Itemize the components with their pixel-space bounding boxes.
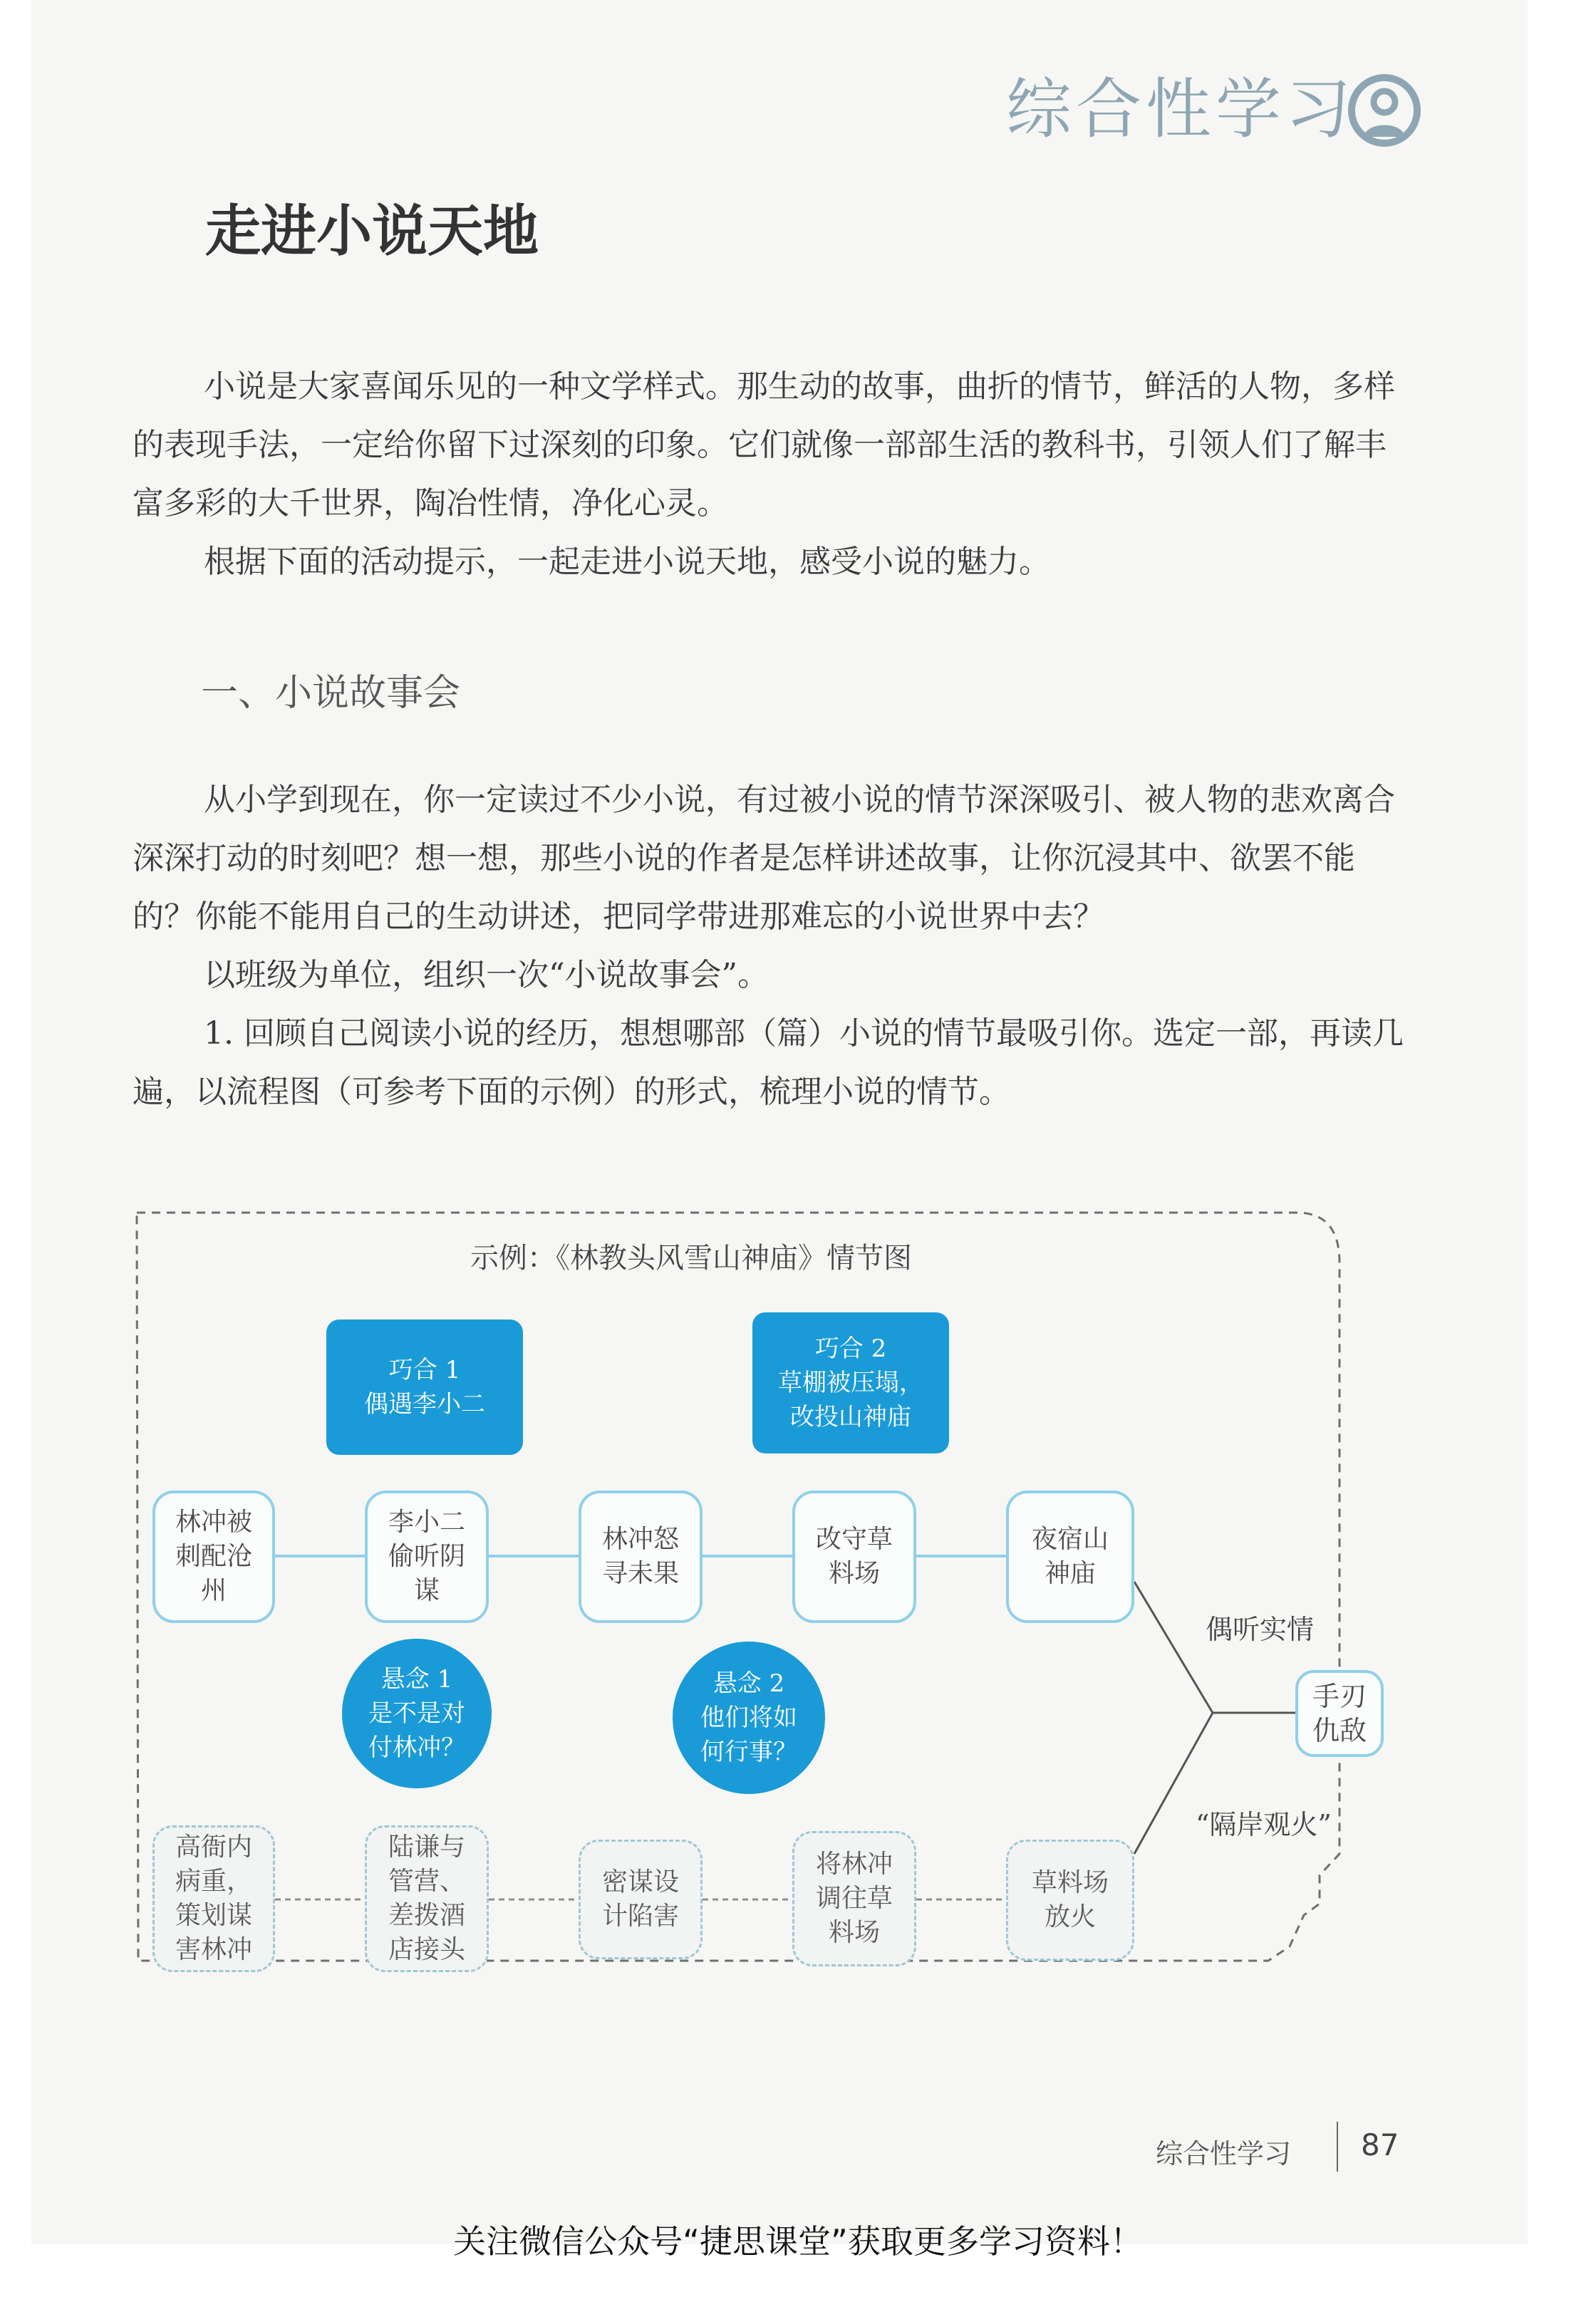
hidden-event-node: 陆谦与 管营、 差拨酒 店接头 [365, 1825, 489, 1972]
coincidence-node: 巧合 1 偶遇李小二 [326, 1320, 523, 1455]
section-heading: 一、小说故事会 [201, 672, 461, 715]
final-event-node: 手刃 仇敌 [1295, 1670, 1384, 1757]
event-node: 李小二 偷听阴 谋 [365, 1491, 489, 1623]
coincidence-node: 巧合 2 草棚被压塌， 改投山神庙 [752, 1312, 949, 1453]
event-node: 林冲怒 寻未果 [579, 1491, 703, 1623]
suspense-node: 悬念 1 是不是对 付林冲？ [342, 1639, 492, 1788]
event-node: 夜宿山 神庙 [1006, 1491, 1134, 1623]
watermark-text: 关注微信公众号“捷思课堂”获取更多学习资料！ [453, 2222, 1143, 2261]
page-number: 87 [1361, 2127, 1399, 2162]
section-text [133, 771, 1415, 1121]
section-paragraph: 从小学到现在，你一定读过不少小说，有过被小说的情节深深吸引、被人物的悲欢离合深深打动的时刻吧？想一想，那些小说的作者是怎样讲述故事，让你沉浸其中、欲罢不能的？你能不能用自己的生动讲述，把同学带进那难忘的小说世界中去？ [133, 782, 1395, 935]
suspense-node: 悬念 2 他们将如 何行事？ [673, 1642, 825, 1794]
intro-paragraph: 根据下面的活动提示，一起走进小说天地，感受小说的魅力。 [204, 544, 1050, 580]
hidden-event-node: 将林冲 调往草 料场 [792, 1831, 916, 1966]
section-paragraph: 以班级为单位，组织一次“小说故事会”。 [204, 957, 769, 993]
intro-text [133, 358, 1415, 591]
footer-section-name: 综合性学习 [1156, 2138, 1292, 2169]
branch-label: “隔岸观火” [1196, 1809, 1332, 1840]
diagram-caption: 示例：《林教头风雪山神庙》情节图 [470, 1242, 912, 1275]
lesson-title: 走进小说天地 [205, 199, 539, 264]
section-title: 综合性学习 [1006, 71, 1356, 147]
hidden-event-node: 草料场 放火 [1006, 1840, 1134, 1961]
footer-divider [1337, 2122, 1338, 2172]
person-in-circle-icon [1345, 71, 1424, 150]
plot-flowchart [128, 1191, 1411, 2018]
event-node: 改守草 料场 [792, 1491, 916, 1623]
intro-paragraph: 小说是大家喜闻乐见的一种文学样式。那生动的故事，曲折的情节，鲜活的人物，多样的表现手法，一定给你留下过深刻的印象。它们就像一部部生活的教科书，引领人们了解丰富多彩的大千世界，陶冶性情，净化心灵。 [133, 368, 1395, 522]
branch-label: 偶听实情 [1206, 1614, 1315, 1645]
section-paragraph: 1. 回顾自己阅读小说的经历，想想哪部（篇）小说的情节最吸引你。选定一部，再读几遍，以流程图（可参考下面的示例）的形式，梳理小说的情节。 [133, 1015, 1404, 1110]
hidden-event-node: 密谋设 计陷害 [579, 1840, 703, 1959]
event-node: 林冲被 刺配沧 州 [152, 1491, 275, 1623]
hidden-event-node: 高衙内 病重， 策划谋 害林冲 [152, 1825, 275, 1972]
